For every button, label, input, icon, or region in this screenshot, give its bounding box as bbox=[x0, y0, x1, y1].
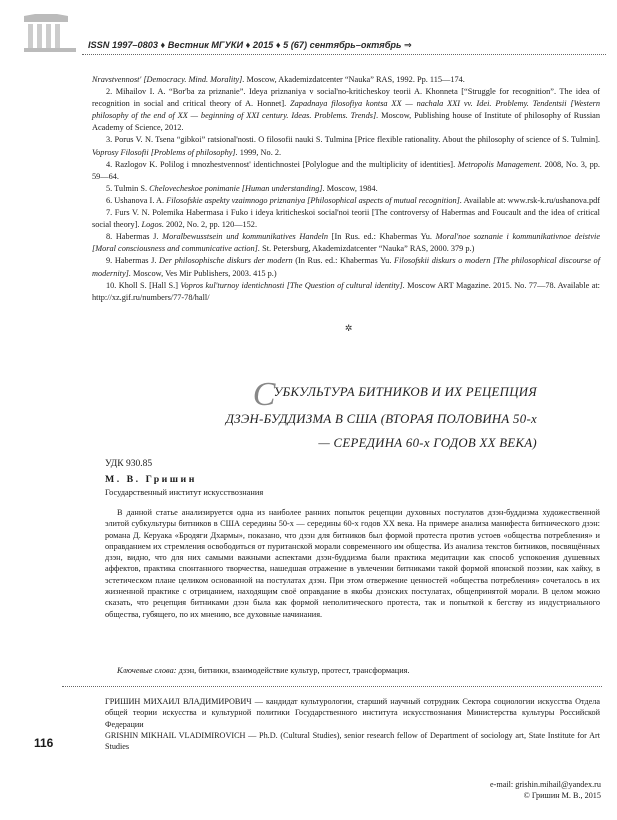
reference-text: [In Rus. ed.: Khabermas Yu. bbox=[328, 232, 436, 242]
contact-info bbox=[490, 780, 601, 801]
section-divider-mark: ✲ bbox=[344, 324, 353, 334]
reference-title: Moralbewusstsein und kommunikatives Handeln bbox=[162, 232, 329, 242]
reference-text: 7. Furs V. N. Polemika Habermasa i Fuko i ideya kriticheskoi social'noi teorii [The controversy of Habermas and Foucault and the idea of critical social theory]. bbox=[92, 208, 600, 230]
reference-title: Zapadnaya filosofiya kontsa XX — nachala XXI vv. Idei. Problemy. Tendentsii [Western philosophy of the end of XX — beginning of XXI century. Ideas. Problems. Trends]. bbox=[92, 99, 601, 121]
columns-logo-icon bbox=[22, 14, 78, 54]
email[interactable]: e-mail: grishin.mihail@yandex.ru bbox=[490, 780, 601, 789]
bio-divider bbox=[62, 686, 602, 687]
reference-text: 2008, No. 3, pp. 59—64. bbox=[92, 159, 600, 181]
author-bio bbox=[105, 696, 600, 752]
title-dropcap: С bbox=[252, 376, 276, 413]
reference-text: 10. Kholl S. [Hall S.] bbox=[106, 280, 181, 290]
title-line-1: УБКУЛЬТУРА БИТНИКОВ И ИХ РЕЦЕПЦИЯ bbox=[273, 385, 537, 399]
reference-text: 9. Habermas J. bbox=[106, 256, 160, 266]
reference-text: 4. Razlogov K. Polilog i mnozhestvennost' identichnostei [Polylogue and the multiplicity of identities]. bbox=[106, 159, 458, 169]
reference-title: Nravstvennost' [Democracy. Mind. Morality]. bbox=[92, 75, 245, 84]
reference-text: Moscow, Publishing house of Institute of philosophy of Russian Academy of Science, 2012. bbox=[92, 111, 600, 133]
author-institution: Государственный институт искусствознания bbox=[105, 488, 264, 497]
reference-text: Moscow, Akademizdatcenter “Nauka” RAS, 1992. Pp. 115—174. bbox=[244, 75, 465, 84]
article-title bbox=[225, 376, 537, 455]
author-name: М. В. Гришин bbox=[105, 474, 197, 485]
abstract bbox=[105, 507, 600, 620]
references-list bbox=[92, 74, 600, 304]
reference-item bbox=[92, 159, 600, 183]
header-divider bbox=[82, 54, 606, 55]
reference-title: Filosofskie aspekty vzaimnogo priznaniya [Philosophical aspects of mutual recognition]. bbox=[166, 195, 462, 205]
reference-text: St. Petersburg, Akademizdatcenter “Nauka” RAS, 2000. 379 p.) bbox=[260, 244, 475, 254]
keywords-text: дзэн, битники, взаимодействие культур, протест, трансформация. bbox=[176, 666, 410, 675]
journal-header-text: ISSN 1997–0803 ♦ Вестник МГУКИ ♦ 2015 ♦ 5 (67) сентябрь–октябрь ⇒ bbox=[88, 40, 412, 50]
abstract-text: В данной статье анализируется одна из наиболее ранних попыток рецепции духовных постулатов дзэн-буддизма художественной элитой субкультуры битников в США середины 50-х — середины 60-х годов XX века. На примере анализа манифеста битнического дзэн: романа Д. Керуака «Бродяги Дхармы», показано, что дзэн для битников был формой протеста против устоев «общества потребления» и оправданием их стремления освободиться от пуританской морали современного им общества. Из анализа текстов битников, посвящённых дзэн, видно, что для них самыми важными аспектами дзэн-буддизма были практика медитации как способ успокоения душевных аффектов, практика спонтанного творчества, нашедшая отражение в увлечении битниками такой формой японской поэзии, как хайку, в эстетическом плане целиком основанной на постулатах дзэн. При этом отвержение ценностей «общества потребления» сочеталось в их жизненной практике с отрицанием, находящим своё оправдание в якобы дзэнских постулатах, общепринятой морали. В целом можно сказать, что рецепция битниками дзэн была как формой неполитического протеста, так и попыткой к бегству из индустриального общества, губящего, по их мнению, все духовные начинания. bbox=[105, 508, 600, 619]
reference-title: Filosofskii diskurs o modern [The philosophical discourse of modernity]. bbox=[92, 256, 601, 278]
reference-item bbox=[92, 280, 600, 304]
reference-text: 8. Habermas J. bbox=[106, 232, 163, 242]
reference-text: Moscow, 1984. bbox=[324, 183, 378, 193]
title-line-3: — СЕРЕДИНА 60-х ГОДОВ XX ВЕКА) bbox=[318, 436, 537, 450]
reference-title: Chelovecheskoe ponimanie [Human understanding]. bbox=[149, 183, 325, 193]
keywords-label: Ключевые слова: bbox=[117, 666, 177, 675]
keywords bbox=[117, 666, 600, 675]
copyright: © Гришин М. В., 2015 bbox=[523, 790, 601, 800]
reference-title: Metropolis Management. bbox=[457, 159, 542, 169]
reference-text: 1999, No. 2. bbox=[237, 147, 282, 157]
reference-item bbox=[92, 255, 600, 279]
reference-text: 2002, No. 2, pp. 120—152. bbox=[163, 220, 258, 230]
bio-russian: ГРИШИН МИХАИЛ ВЛАДИМИРОВИЧ — кандидат культурологии, старший научный сотрудник Сектора социологии искусства Отдела общей теории искусства и культурной политики Государственного института искусствознания Министерства культуры Российской Федерации bbox=[105, 697, 600, 729]
reference-title: Vopros kul'turnoy identichnosti [The Question of cultural identity]. bbox=[180, 280, 405, 290]
reference-item bbox=[92, 183, 600, 195]
reference-item bbox=[92, 207, 600, 231]
reference-title: Der philosophische diskurs der modern bbox=[159, 256, 293, 266]
reference-text: 3. Porus V. N. Tsena “gibkoi” ratsional'nosti. O filosofii nauki S. Tulmina [Price flexible rationality. About the philosophy of science of S. Tulmin]. bbox=[106, 135, 600, 145]
udk-code: УДК 930.85 bbox=[105, 459, 153, 469]
reference-item bbox=[92, 86, 600, 134]
page-number: 116 bbox=[34, 736, 54, 750]
reference-item bbox=[92, 74, 600, 86]
reference-title: Moral'noe soznanie i kommunikativnoe deistvie [Moral consciousness and communicative action]. bbox=[92, 232, 600, 254]
reference-item bbox=[92, 195, 600, 207]
reference-title: Logos. bbox=[141, 220, 164, 230]
reference-text: Moscow, Ves Mir Publishers, 2003. 415 p.) bbox=[130, 268, 277, 278]
reference-item bbox=[92, 231, 600, 255]
reference-text: Available at: www.rsk-k.ru/ushanova.pdf bbox=[461, 195, 601, 205]
page-header bbox=[22, 14, 602, 54]
reference-text: 5. Tulmin S. bbox=[106, 183, 150, 193]
bio-english: GRISHIN MIKHAIL VLADIMIROVICH — Ph.D. (Cultural Studies), senior research fellow of Department of sociology art, State Institute for Art Studies bbox=[105, 730, 600, 752]
reference-text: 2. Mihailov I. A. “Bor'ba za priznanie”. Ideya priznaniya v social'no-kriticheskoy teorii A. Khonneta [“Struggle for recognition”. The idea of recognition in social and critical theory of A. Honnet]. bbox=[92, 87, 600, 109]
reference-text: 6. Ushanova I. A. bbox=[106, 195, 167, 205]
reference-text: (In Rus. ed.: Khabermas Yu. bbox=[292, 256, 395, 266]
title-line-2: ДЗЭН-БУДДИЗМА В США (ВТОРАЯ ПОЛОВИНА 50-х bbox=[225, 412, 537, 426]
reference-item bbox=[92, 134, 600, 158]
reference-text: Moscow ART Magazine. 2015. No. 77—78. Available at: http://xz.gif.ru/numbers/77-78/hall/ bbox=[92, 280, 600, 302]
reference-title: Voprosy Filosofii [Problems of philosophy]. bbox=[92, 147, 238, 157]
